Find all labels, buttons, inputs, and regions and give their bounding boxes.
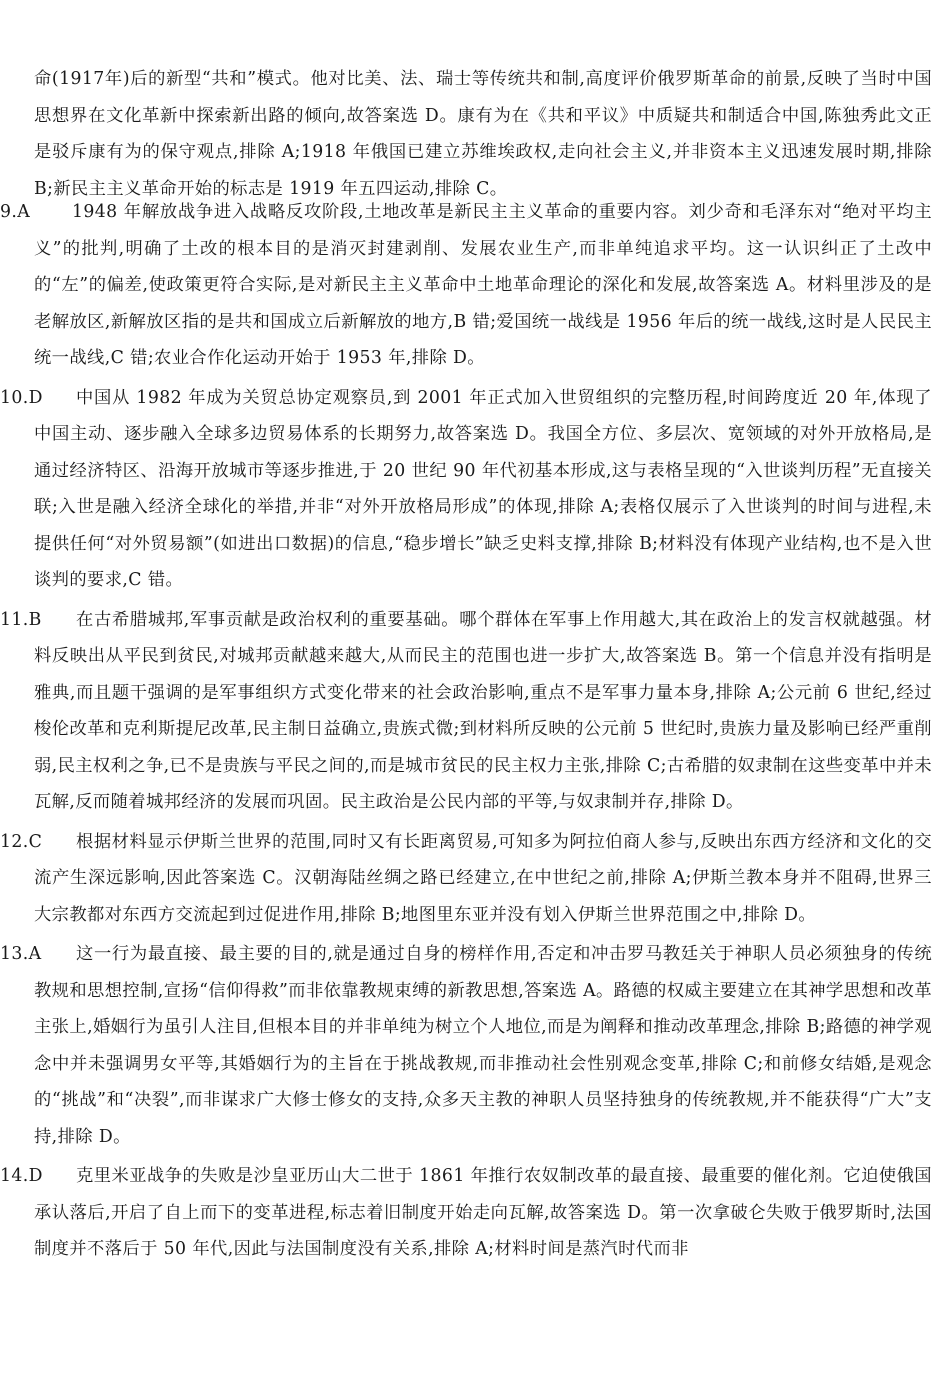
answer-label: 9.A	[0, 202, 31, 222]
answer-label: 11.B	[0, 609, 42, 630]
answer-list	[0, 194, 950, 1271]
answer-item-10	[0, 380, 932, 599]
answer-item-13	[0, 936, 932, 1155]
answer-text: 克里米亚战争的失败是沙皇亚历山大二世于 1861 年推行农奴制改革的最直接、最重要的催化剂。它迫使俄国承认落后,开启了自上而下的变革进程,标志着旧制度开始走向瓦解,故答案选 D。第一次拿破仑失败于俄罗斯时,法国制度并不落后于 50 年代,因此与法国制度没有关系,排除 A;材料时间是蒸汽时代而非	[34, 1166, 932, 1259]
answer-text: 中国从 1982 年成为关贸总协定观察员,到 2001 年正式加入世贸组织的完整历程,时间跨度近 20 年,体现了中国主动、逐步融入全球多边贸易体系的长期努力,故答案选 D。我国全方位、多层次、宽领域的对外开放格局,是通过经济特区、沿海开放城市等逐步推进,于 20 世纪 90 年代初基本形成,这与表格呈现的“入世谈判历程”无直接关联;入世是融入经济全球化的举措,并非“对外开放格局形成”的体现,排除 A;表格仅展示了入世谈判的时间与进程,未提供任何“对外贸易额”(如进出口数据)的信息,“稳步增长”缺乏史料支撑,排除 B;材料没有体现产业结构,也不是入世谈判的要求,C 错。	[34, 387, 932, 590]
answer-text: 1948 年解放战争进入战略反攻阶段,土地改革是新民主主义革命的重要内容。刘少奇和毛泽东对“绝对平均主义”的批判,明确了土改的根本目的是消灭封建剥削、发展农业生产,而非单纯追求平均。这一认识纠正了土改中的“左”的偏差,使政策更符合实际,是对新民主主义革命中土地革命理论的深化和发展,故答案选 A。材料里涉及的是老解放区,新解放区指的是共和国成立后新解放的地方,B 错;爱国统一战线是 1956 年后的统一战线,这时是人民民主统一战线,C 错;农业合作化运动开始于 1953 年,排除 D。	[34, 202, 932, 368]
answer-label: 13.A	[0, 944, 42, 964]
answer-label: 12.C	[0, 831, 43, 852]
answer-text: 在古希腊城邦,军事贡献是政治权利的重要基础。哪个群体在军事上作用越大,其在政治上的发言权就越强。材料反映出从平民到贫民,对城邦贡献越来越大,从而民主的范围也进一步扩大,故答案选 B。第一个信息并没有指明是雅典,而且题干强调的是军事组织方式变化带来的社会政治影响,重点不是军事力量本身,排除 A;公元前 6 世纪,经过梭伦改革和克利斯提尼改革,民主制日益确立,贵族式微;到材料所反映的公元前 5 世纪时,贵族力量及影响已经严重削弱,民主权利之争,已不是贵族与平民之间的,而是城市贫民的民主权力主张,排除 C;古希腊的奴隶制在这些变革中并未瓦解,反而随着城邦经济的发展而巩固。民主政治是公民内部的平等,与奴隶制并存,排除 D。	[34, 609, 933, 812]
answer-item-9	[0, 194, 932, 377]
answer-item-14	[0, 1158, 932, 1268]
answer-item-12	[0, 824, 932, 934]
answer-label: 14.D	[0, 1166, 43, 1186]
continued-explanation-paragraph: 命(1917年)后的新型“共和”模式。他对比美、法、瑞士等传统共和制,高度评价俄罗斯革命的前景,反映了当时中国思想界在文化革新中探索新出路的倾向,故答案选 D。康有为在《共和平议》中质疑共和制适合中国,陈独秀此文正是驳斥康有为的保守观点,排除 A;1918 年俄国已建立苏维埃政权,走向社会主义,并非资本主义迅速发展时期,排除 B;新民主主义革命开始的标志是 1919 年五四运动,排除 C。	[34, 69, 932, 199]
answer-item-11	[0, 602, 932, 821]
answer-label: 10.D	[0, 387, 43, 408]
answer-text: 这一行为最直接、最主要的目的,就是通过自身的榜样作用,否定和冲击罗马教廷关于神职人员必须独身的传统教规和思想控制,宣扬“信仰得救”而非依靠教规束缚的新教思想,答案选 A。路德的权威主要建立在其神学思想和改革主张上,婚姻行为虽引人注目,但根本目的并非单纯为树立个人地位,而是为阐释和推动改革理念,排除 B;路德的神学观念中并未强调男女平等,其婚姻行为的主旨在于挑战教规,而非推动社会性别观念变革,排除 C;和前修女结婚,是观念的“挑战”和“决裂”,而非谋求广大修士修女的支持,众多天主教的神职人员坚持独身的传统教规,并不能获得“广大”支持,排除 D。	[34, 944, 932, 1147]
answer-text: 根据材料显示伊斯兰世界的范围,同时又有长距离贸易,可知多为阿拉伯商人参与,反映出东西方经济和文化的交流产生深远影响,因此答案选 C。汉朝海陆丝绸之路已经建立,在中世纪之前,排除 A;伊斯兰教本身并不阻碍,世界三大宗教都对东西方交流起到过促进作用,排除 B;地图里东亚并没有划入伊斯兰世界范围之中,排除 D。	[34, 831, 932, 925]
